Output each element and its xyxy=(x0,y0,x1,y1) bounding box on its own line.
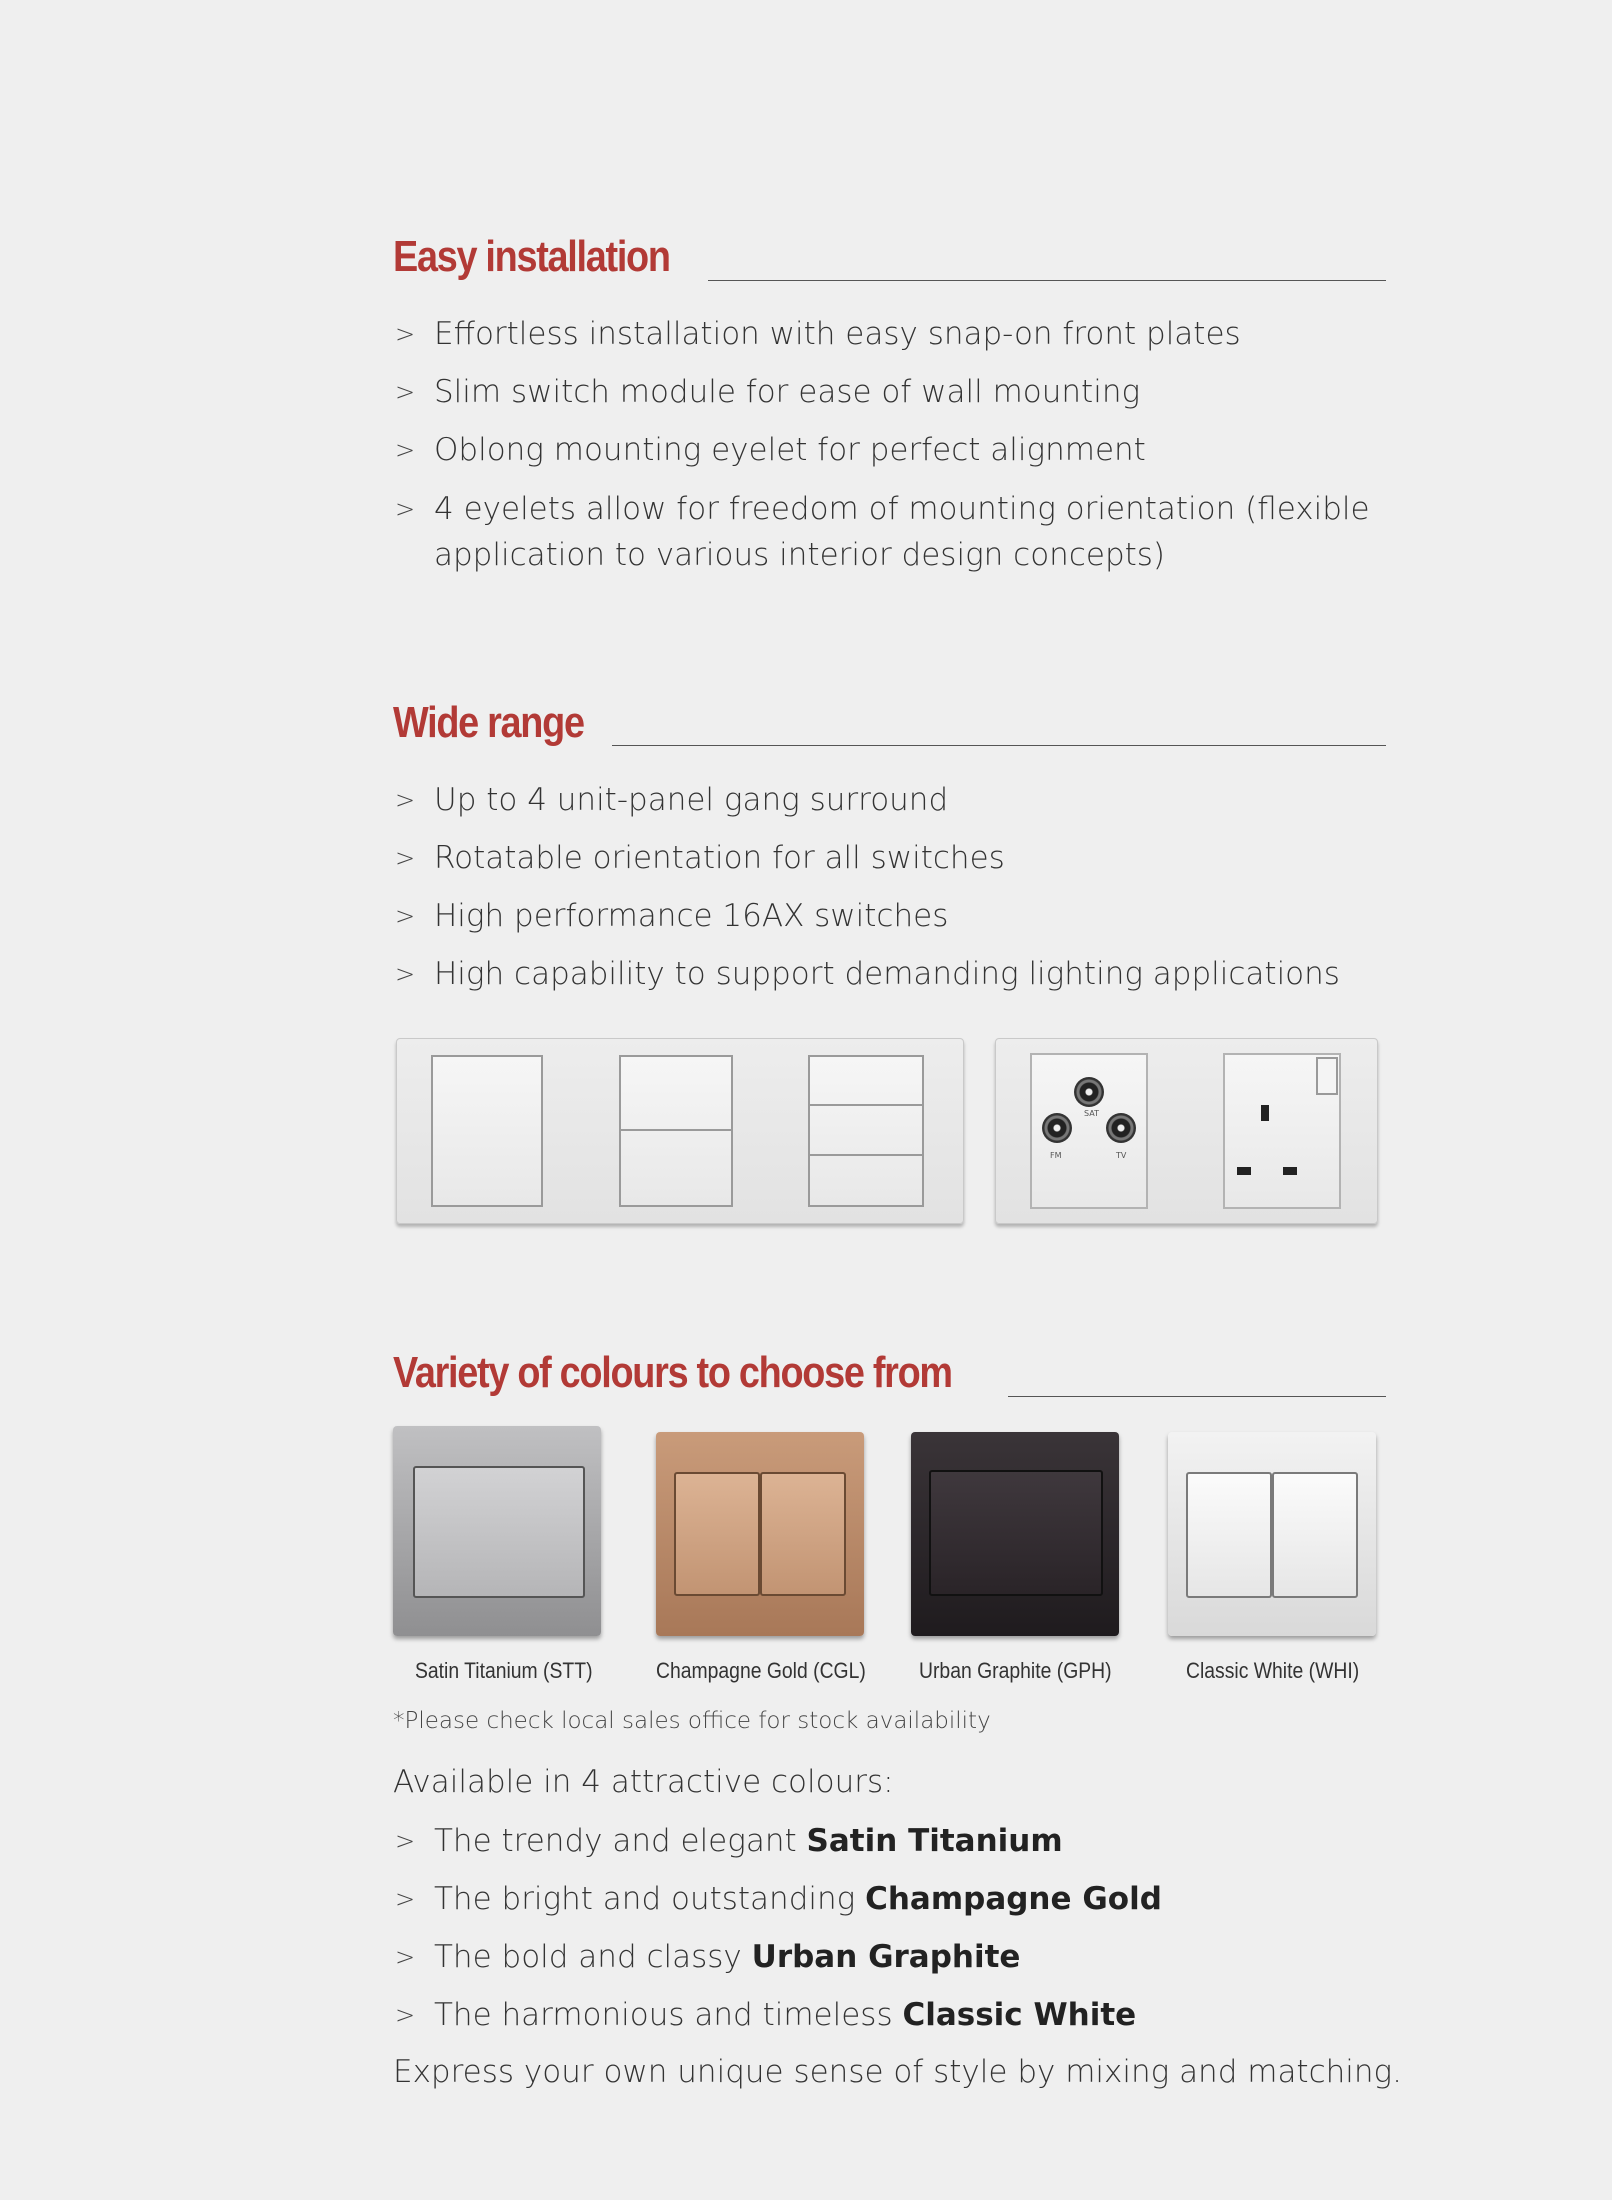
switch-plate-image xyxy=(396,1038,964,1224)
switch-rocker xyxy=(760,1472,846,1596)
chevron-right-icon: > xyxy=(395,436,416,464)
chevron-right-icon: > xyxy=(395,1827,416,1855)
tv-label: TV xyxy=(1116,1151,1127,1160)
list-item: > The bright and outstanding Champagne Gold xyxy=(393,1877,1393,1921)
section-title: Wide range xyxy=(393,698,584,747)
heading-rule xyxy=(612,745,1386,746)
chevron-right-icon: > xyxy=(395,378,416,406)
switch-rocker xyxy=(674,1472,760,1596)
list-item: > The bold and classy Urban Graphite xyxy=(393,1935,1393,1979)
list-item: > Oblong mounting eyelet for perfect alignment xyxy=(393,428,1393,472)
swatch-urban-graphite xyxy=(911,1432,1119,1636)
heading-rule xyxy=(708,280,1386,281)
sat-connector-icon xyxy=(1074,1077,1104,1107)
sat-label: SAT xyxy=(1084,1109,1099,1118)
heading-rule xyxy=(1008,1396,1386,1397)
stock-note: *Please check local sales office for stock availability xyxy=(393,1708,991,1734)
list-item: > High capability to support demanding lighting applications xyxy=(393,952,1393,996)
chevron-right-icon: > xyxy=(395,1943,416,1971)
section-title: Easy installation xyxy=(393,232,670,281)
list-item: > Effortless installation with easy snap-on front plates xyxy=(393,312,1393,356)
swatch-caption: Classic White (WHI) xyxy=(1186,1658,1360,1683)
switch-rocker xyxy=(413,1466,585,1598)
chevron-right-icon: > xyxy=(395,495,416,523)
tv-fm-sat-outlet xyxy=(1030,1053,1148,1209)
colours-intro: Available in 4 attractive colours: xyxy=(393,1764,894,1800)
switch-rocker xyxy=(929,1470,1103,1596)
list-item: > Up to 4 unit-panel gang surround xyxy=(393,778,1393,822)
three-gang-rocker xyxy=(808,1055,924,1207)
heading-wide-range xyxy=(393,698,615,748)
chevron-right-icon: > xyxy=(395,786,416,814)
section-title: Variety of colours to choose from xyxy=(393,1348,952,1397)
list-item: > 4 eyelets allow for freedom of mounting orientation (flexible application to various interior design concepts) xyxy=(393,486,1394,578)
colours-list xyxy=(393,1819,1393,2037)
socket-plate-image xyxy=(995,1038,1378,1224)
neutral-pin-slot xyxy=(1283,1167,1297,1175)
installation-list xyxy=(393,312,1393,578)
earth-pin-slot xyxy=(1261,1105,1269,1121)
chevron-right-icon: > xyxy=(395,844,416,872)
heading-colours xyxy=(393,1348,1043,1398)
two-gang-rocker xyxy=(619,1055,733,1207)
live-pin-slot xyxy=(1237,1167,1251,1175)
chevron-right-icon: > xyxy=(395,2001,416,2029)
fm-label: FM xyxy=(1050,1151,1062,1160)
swatch-satin-titanium xyxy=(393,1426,601,1636)
list-item: > The trendy and elegant Satin Titanium xyxy=(393,1819,1393,1863)
chevron-right-icon: > xyxy=(395,902,416,930)
list-item: > Rotatable orientation for all switches xyxy=(393,836,1393,880)
one-gang-rocker xyxy=(431,1055,543,1207)
list-item: > Slim switch module for ease of wall mounting xyxy=(393,370,1393,414)
switch-rocker xyxy=(1272,1472,1358,1598)
chevron-right-icon: > xyxy=(395,960,416,988)
tv-connector-icon xyxy=(1106,1113,1136,1143)
heading-easy-installation xyxy=(393,232,715,282)
socket-switch-icon xyxy=(1316,1057,1338,1095)
switch-rocker xyxy=(1186,1472,1272,1598)
chevron-right-icon: > xyxy=(395,320,416,348)
closing-line: Express your own unique sense of style by mixing and matching. xyxy=(393,2054,1402,2090)
swatch-caption: Satin Titanium (STT) xyxy=(415,1658,593,1683)
swatch-caption: Urban Graphite (GPH) xyxy=(919,1658,1112,1683)
fm-connector-icon xyxy=(1042,1113,1072,1143)
list-item: > High performance 16AX switches xyxy=(393,894,1393,938)
list-item: > The harmonious and timeless Classic White xyxy=(393,1993,1393,2037)
swatch-champagne-gold xyxy=(656,1432,864,1636)
swatch-caption: Champagne Gold (CGL) xyxy=(656,1658,866,1683)
swatch-classic-white xyxy=(1168,1432,1376,1636)
chevron-right-icon: > xyxy=(395,1885,416,1913)
range-list xyxy=(393,778,1393,996)
